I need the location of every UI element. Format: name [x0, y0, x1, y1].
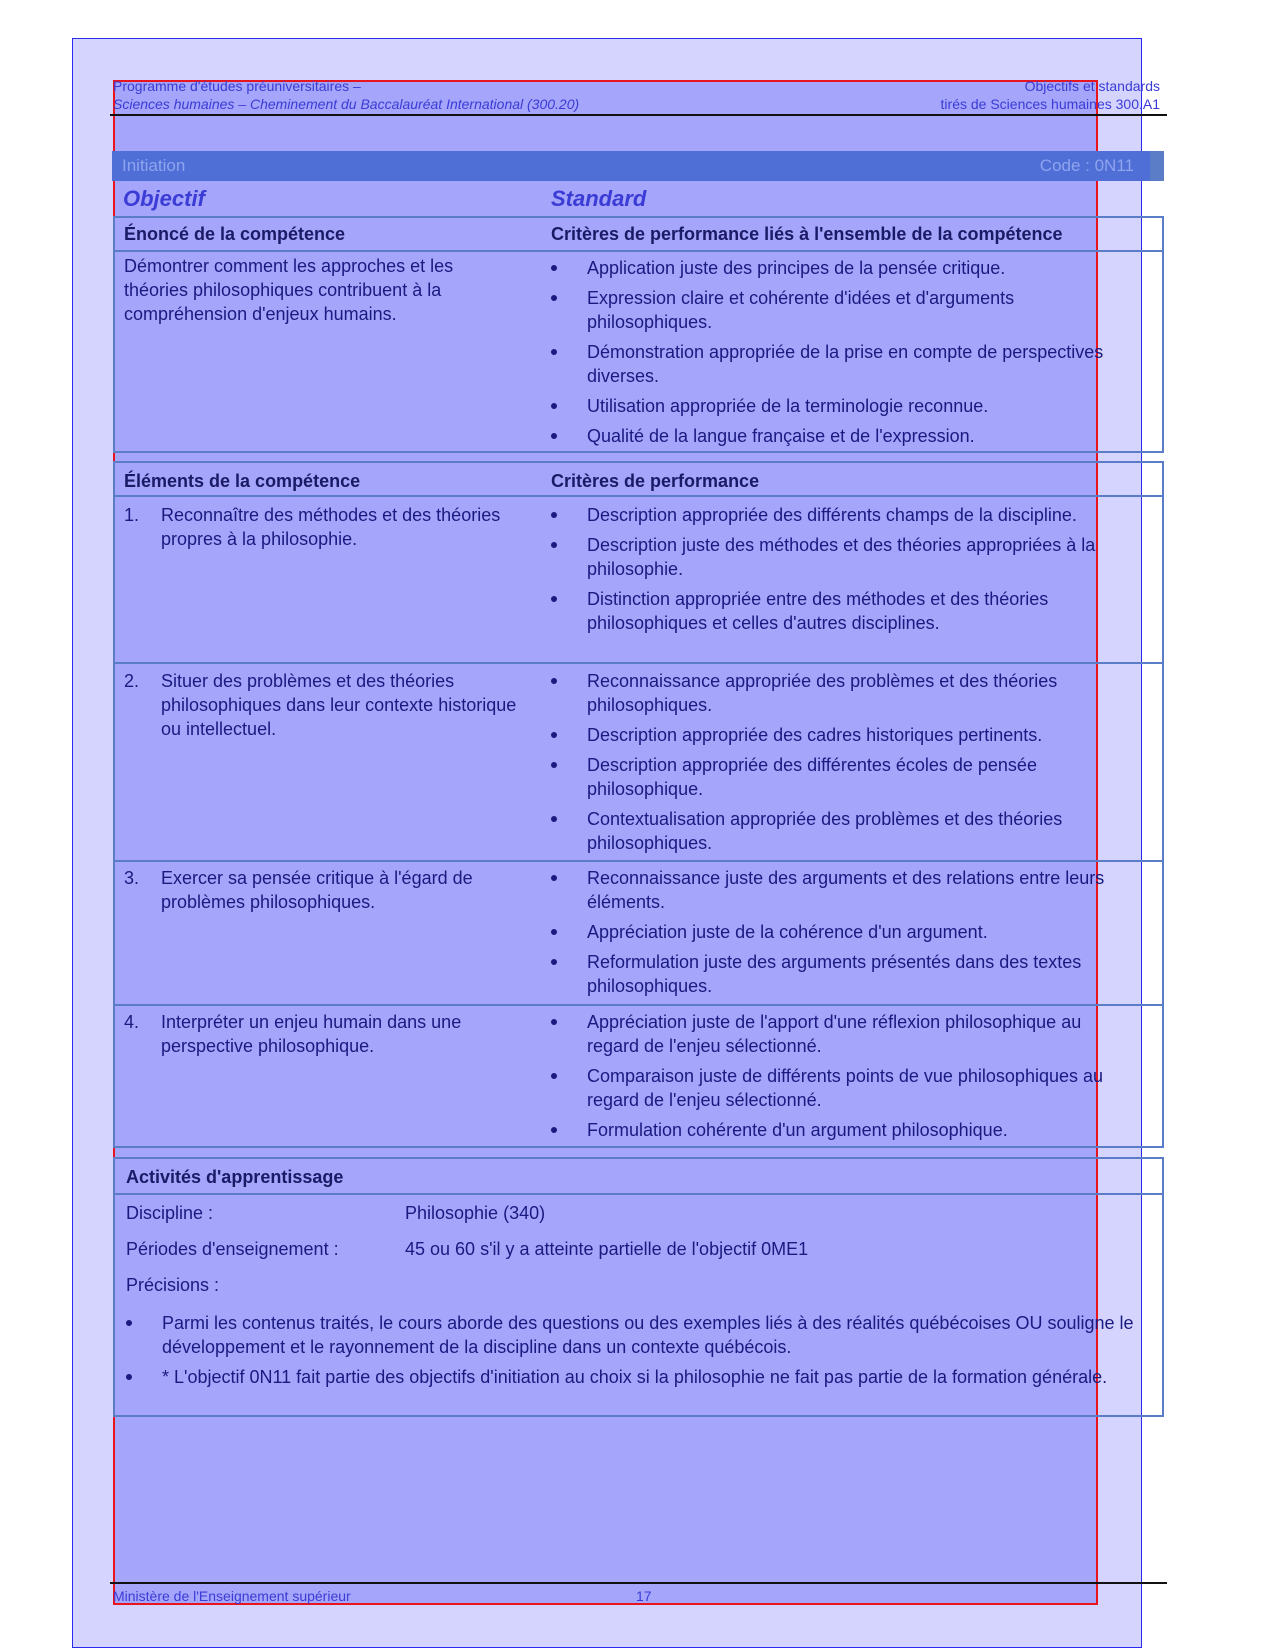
discipline-label: Discipline :: [126, 1203, 214, 1223]
row-divider: [115, 1004, 1162, 1006]
element-number: 2.: [124, 671, 140, 691]
element-criterion: Description juste des méthodes et des théories appropriées à la philosophie.: [549, 533, 1129, 581]
element-number: 3.: [124, 868, 140, 888]
row-divider: [115, 662, 1162, 664]
objectif-label: Objectif: [123, 186, 205, 211]
periods-label: Périodes d'enseignement :: [126, 1239, 339, 1259]
banner-code: Code : 0N11: [1039, 156, 1134, 175]
row-divider: [115, 1193, 1162, 1195]
precisions-label: Précisions :: [126, 1275, 220, 1295]
element-criterion: Distinction appropriée entre des méthodes et des théories philosophiques et celles d'autres disciplines.: [549, 587, 1129, 635]
element-criteria-list: [549, 866, 1129, 1004]
element-criterion: Reconnaissance juste des arguments et des relations entre leurs éléments.: [549, 866, 1129, 914]
competence-criterion: Utilisation appropriée de la terminologie reconnue.: [549, 394, 1124, 418]
initiation-banner: [112, 151, 1164, 181]
precisions-list: [124, 1311, 1154, 1395]
element-criterion: Appréciation juste de l'apport d'une réflexion philosophique au regard de l'enjeu sélectionné.: [549, 1010, 1129, 1058]
standard-label: Standard: [551, 186, 647, 211]
footer-rule: [110, 1582, 1167, 1584]
row-divider: [115, 495, 1162, 497]
row-divider: [115, 250, 1162, 252]
element-item-4: [124, 1010, 524, 1058]
discipline-value: Philosophie (340): [405, 1203, 546, 1223]
element-criterion: Appréciation juste de la cohérence d'un argument.: [549, 920, 1129, 944]
element-criterion: Description appropriée des différentes écoles de pensée philosophique.: [549, 753, 1129, 801]
elements-table: [113, 461, 1164, 1148]
element-criterion: Contextualisation appropriée des problèmes et des théories philosophiques.: [549, 807, 1129, 855]
element-item-3: [124, 866, 524, 914]
competence-criterion: Expression claire et cohérente d'idées et d'arguments philosophiques.: [549, 286, 1124, 334]
footer-ministry: Ministère de l'Enseignement supérieur: [113, 1588, 351, 1604]
activities-heading: Activités d'apprentissage: [126, 1167, 344, 1187]
criteria-heading: Critères de performance: [551, 471, 760, 491]
periods-value: 45 ou 60 s'il y a atteinte partielle de l'objectif 0ME1: [405, 1239, 809, 1259]
element-criterion: Formulation cohérente d'un argument philosophique.: [549, 1118, 1129, 1142]
element-criterion: Reformulation juste des arguments présentés dans des textes philosophiques.: [549, 950, 1129, 998]
competence-criteria-heading: Critères de performance liés à l'ensemble de la compétence: [551, 224, 1063, 244]
element-criterion: Comparaison juste de différents points de vue philosophiques au regard de l'enjeu sélectionné.: [549, 1064, 1129, 1112]
banner-title: Initiation: [122, 156, 186, 175]
element-criteria-list: [549, 669, 1129, 861]
element-criterion: Reconnaissance appropriée des problèmes et des théories philosophiques.: [549, 669, 1129, 717]
element-text: Reconnaître des méthodes et des théories propres à la philosophie.: [161, 505, 501, 549]
element-text: Interpréter un enjeu humain dans une perspective philosophique.: [161, 1012, 462, 1056]
element-item-1: [124, 503, 524, 551]
header-rule: [110, 114, 1167, 116]
element-criterion: Description appropriée des différents champs de la discipline.: [549, 503, 1129, 527]
element-criteria-list: [549, 1010, 1129, 1148]
competence-criterion: Démonstration appropriée de la prise en compte de perspectives diverses.: [549, 340, 1124, 388]
header-objectives: Objectifs et standards: [1024, 78, 1160, 94]
precision-item: * L'objectif 0N11 fait partie des objectifs d'initiation au choix si la philosophie ne fait pas partie de la formation générale.: [124, 1365, 1154, 1389]
element-criterion: Description appropriée des cadres historiques pertinents.: [549, 723, 1129, 747]
competence-statement: Démontrer comment les approches et les théories philosophiques contribuent à la compréhension d'enjeux humains.: [124, 256, 454, 324]
header-source: tirés de Sciences humaines 300.A1: [940, 96, 1160, 112]
header-program-subtitle: Sciences humaines – Cheminement du Baccalauréat International (300.20): [113, 96, 580, 112]
element-number: 4.: [124, 1012, 140, 1032]
row-divider: [115, 860, 1162, 862]
precision-item: Parmi les contenus traités, le cours aborde des questions ou des exemples liés à des réalités québécoises OU souligne le développement et le rayonnement de la discipline dans un contexte québécois.: [124, 1311, 1154, 1359]
element-criteria-list: [549, 503, 1129, 641]
element-text: Situer des problèmes et des théories philosophiques dans leur contexte historique ou intellectuel.: [161, 671, 517, 739]
element-number: 1.: [124, 505, 140, 525]
learning-activities: [113, 1157, 1164, 1417]
elements-heading: Éléments de la compétence: [124, 471, 361, 491]
competence-criterion: Application juste des principes de la pensée critique.: [549, 256, 1124, 280]
competence-criterion: Qualité de la langue française et de l'expression.: [549, 424, 1124, 448]
header-program: Programme d'études préuniversitaires –: [113, 78, 361, 94]
competence-criteria-list: [549, 256, 1124, 454]
competence-statement-heading: Énoncé de la compétence: [124, 224, 346, 244]
element-text: Exercer sa pensée critique à l'égard de problèmes philosophiques.: [161, 868, 473, 912]
competence-table: [113, 216, 1164, 453]
page-number: 17: [636, 1588, 652, 1604]
element-item-2: [124, 669, 524, 741]
